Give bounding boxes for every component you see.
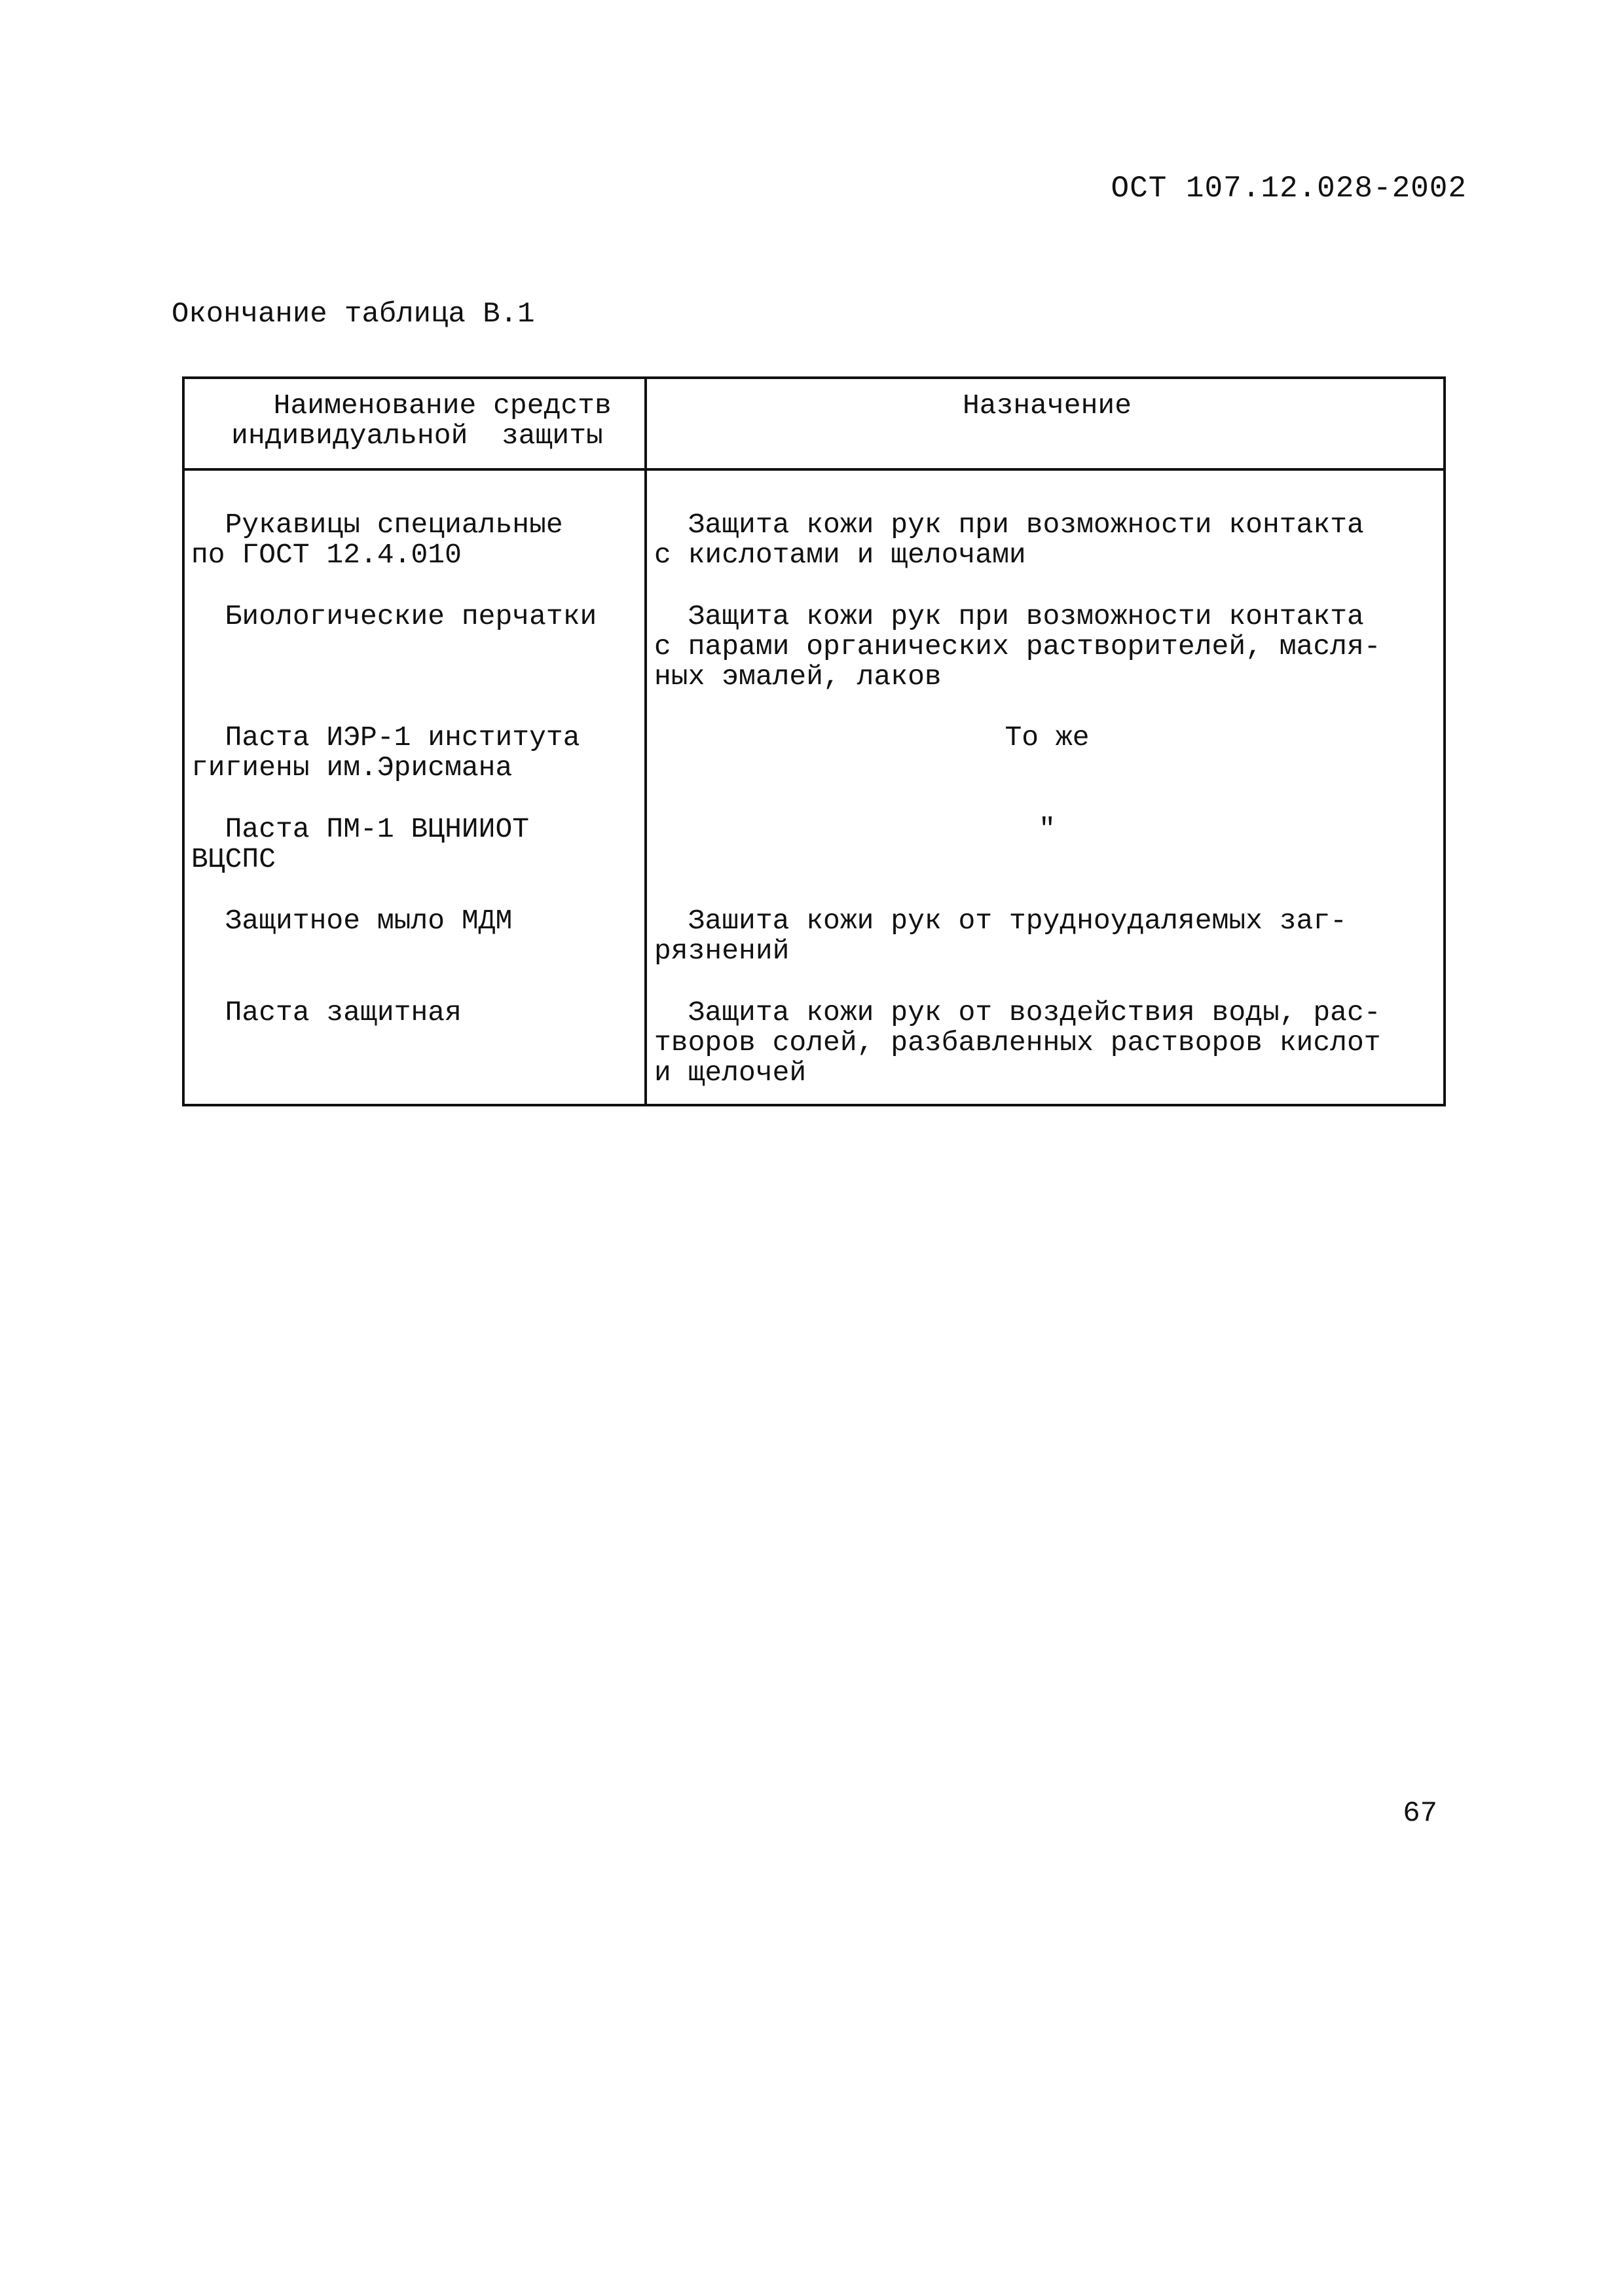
row-6-name: Паста защитная [191,996,462,1029]
row-3-purpose: То же [1005,721,1090,754]
row-4-purpose: " [1039,813,1056,845]
row-1-purpose: Защита кожи рук при возможности контакта с кислотами и щелочами [654,509,1364,571]
column-header-purpose: Назначение [962,390,1132,422]
row-1-name: Рукавицы специальные по ГОСТ 12.4.010 [191,509,563,571]
column-header-name: Наименование средств индивидуальной защиты [231,390,612,452]
row-4-name: Паста ПМ-1 ВЦНИИОТ ВЦСПС [191,813,530,875]
row-2-name: Биологические перчатки [191,600,597,632]
document-code: ОСТ 107.12.028-2002 [1111,172,1467,206]
row-5-purpose: Зашита кожи рук от трудноудаляемых заг- рязнений [654,905,1347,967]
protective-equipment-table [182,376,1446,1106]
table-caption: Окончание таблица В.1 [172,298,535,331]
page-number: 67 [1403,1797,1437,1830]
header-divider [185,468,1443,471]
row-5-name: Защитное мыло МДМ [191,905,513,937]
row-6-purpose: Защита кожи рук от воздействия воды, рас- творов солей, разбавленных растворов кислот и щелочей [654,996,1381,1089]
row-2-purpose: Защита кожи рук при возможности контакта с парами органических растворителей, масля- ных эмалей, лаков [654,600,1381,693]
column-divider [644,379,647,1104]
row-3-name: Паста ИЭР-1 института гигиены им.Эрисмана [191,721,580,784]
